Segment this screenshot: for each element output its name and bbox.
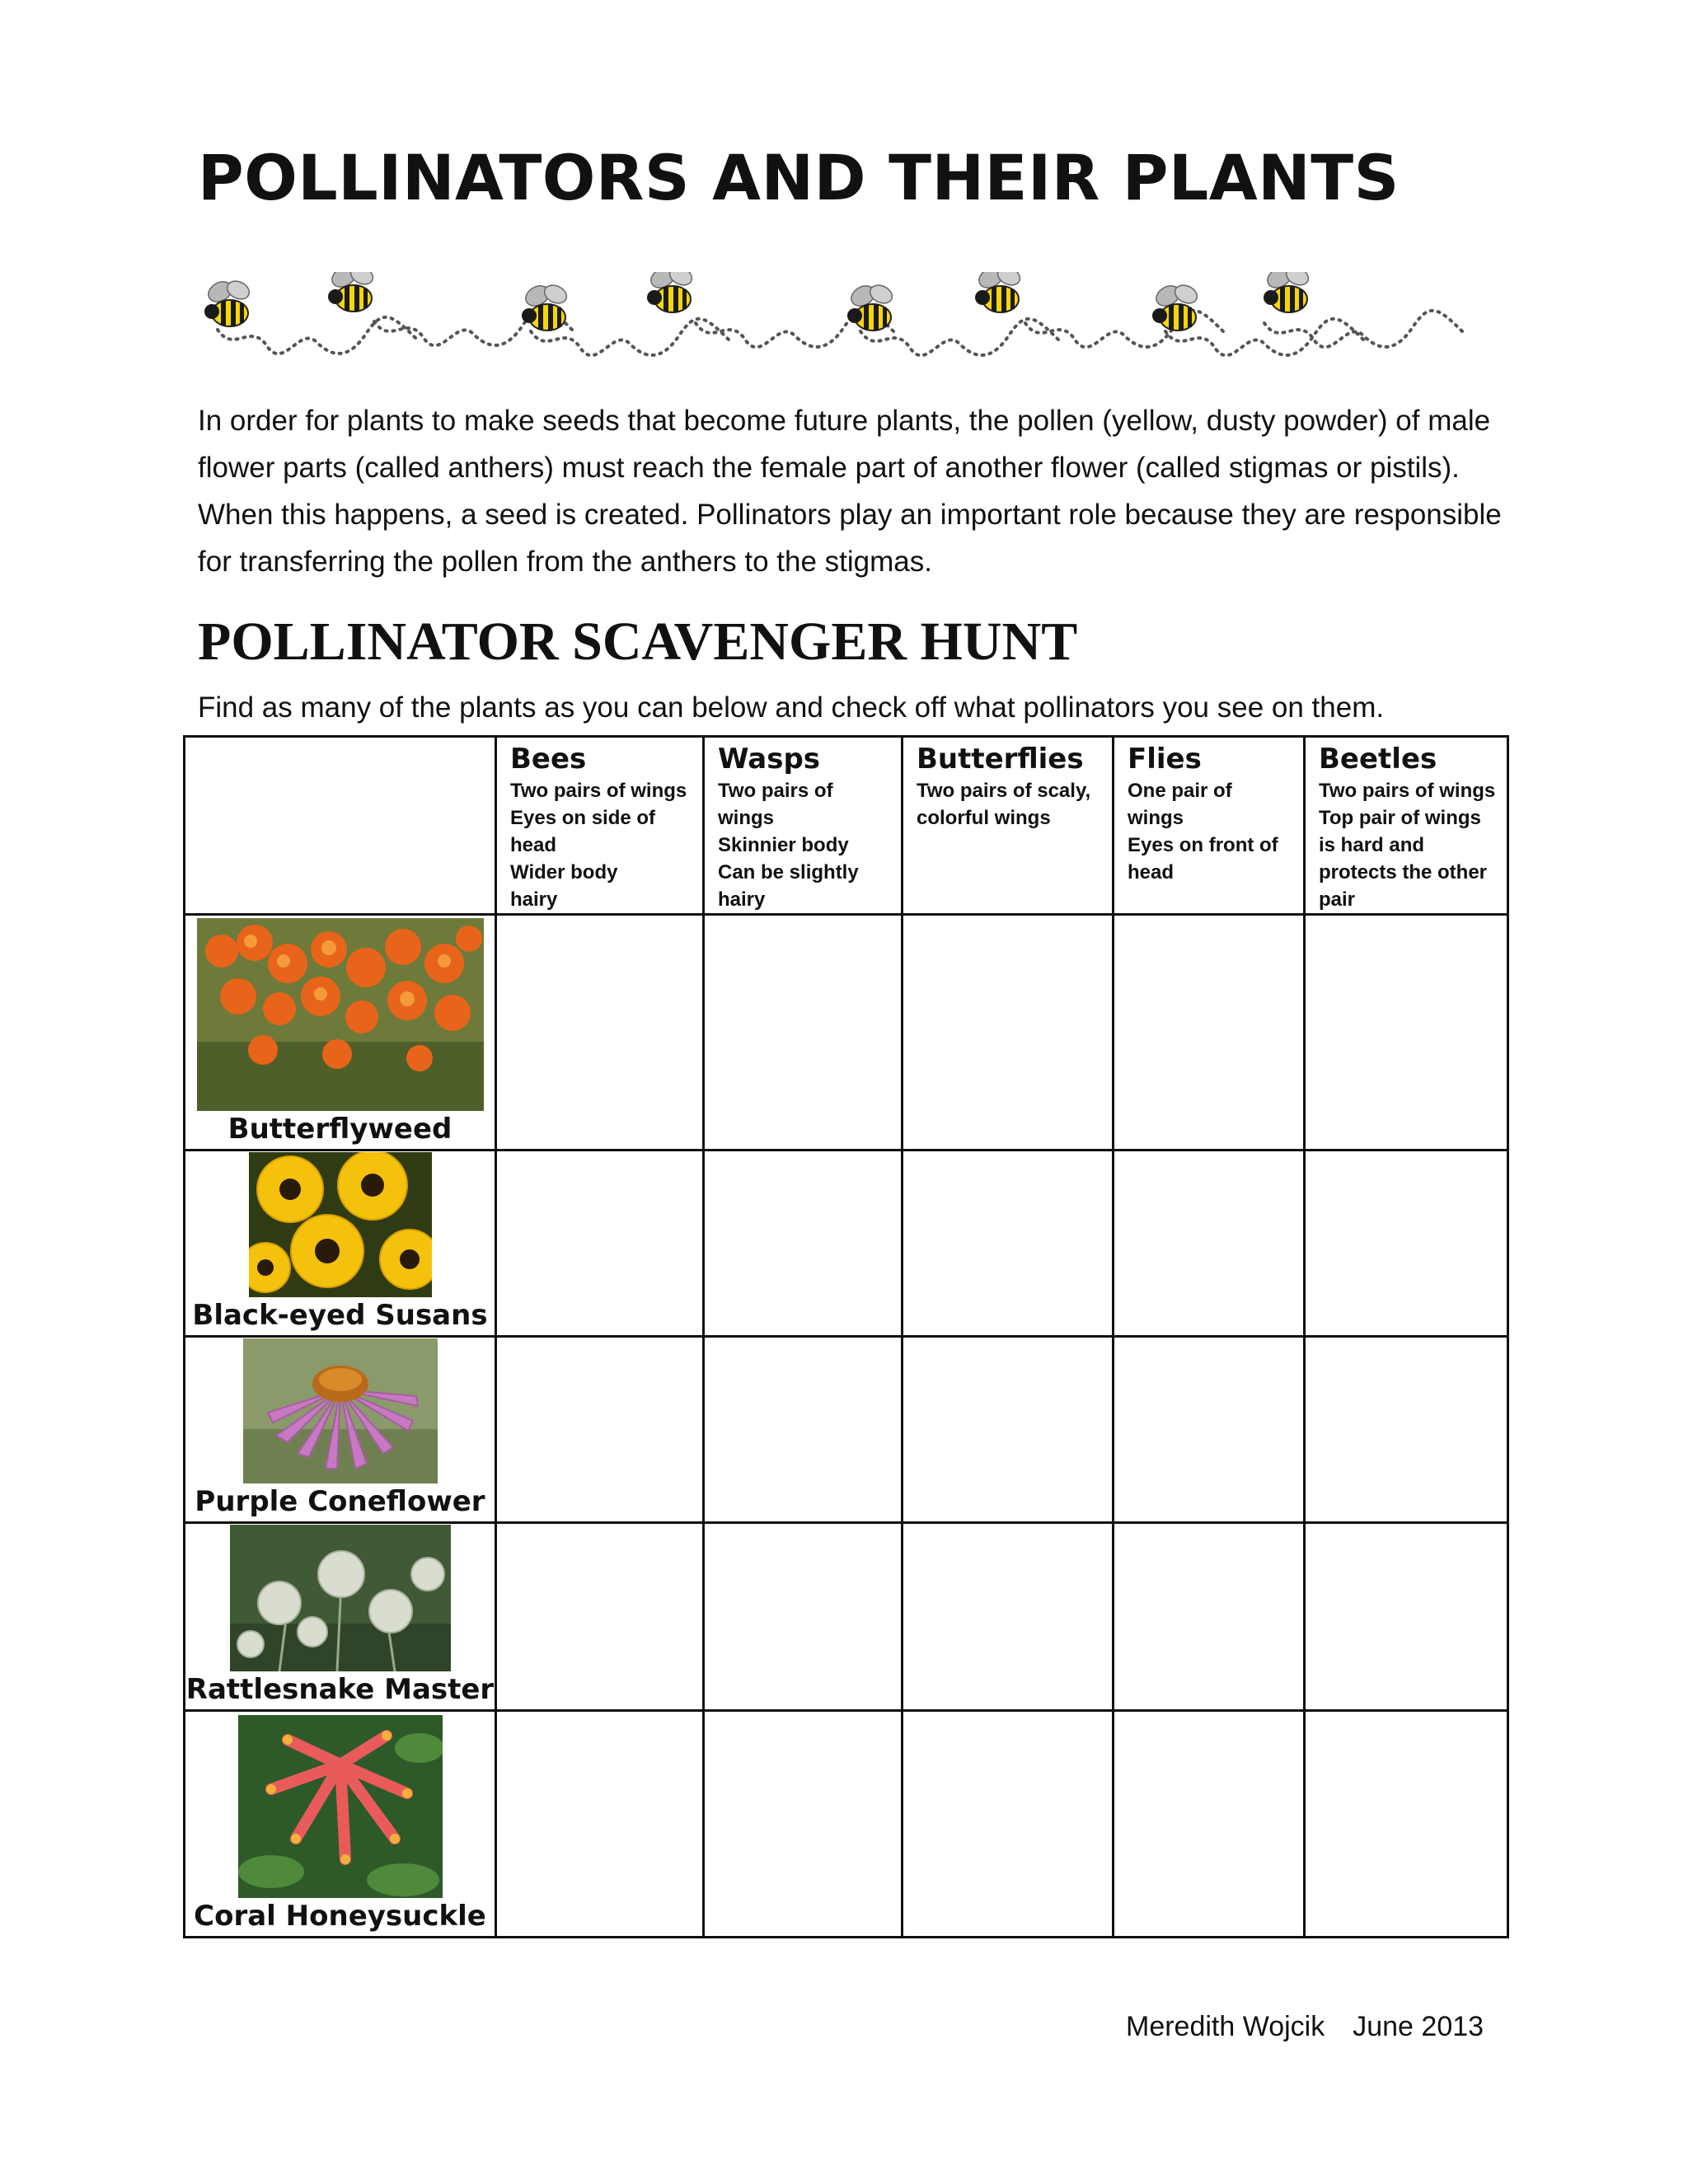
check-cell-wasps[interactable]	[704, 1711, 903, 1938]
pollinator-trait: head	[1128, 861, 1175, 883]
author-name: Meredith Wojcik	[1126, 2011, 1325, 2042]
plant-cell	[185, 915, 496, 1151]
footer-date: June 2013	[1353, 2011, 1484, 2042]
butterflyweed-photo	[197, 918, 484, 1111]
check-cell-butterflies[interactable]	[903, 915, 1114, 1151]
pollinator-name: Flies	[1128, 743, 1202, 776]
rattlesnake-master-photo	[230, 1525, 451, 1671]
check-cell-beetles[interactable]	[1305, 1523, 1508, 1711]
plant-cell	[185, 1337, 496, 1523]
pollinator-name: Wasps	[718, 743, 821, 776]
pollinator-trait: Two pairs of wings	[718, 780, 833, 829]
table-row	[185, 1523, 1508, 1711]
scavenger-hunt-table	[183, 735, 1509, 1938]
instructions-text: Find as many of the plants as you can below and check off what pollinators you see on them.	[198, 691, 1385, 724]
plant-cell	[185, 1151, 496, 1337]
pollinator-trait: Eyes on side of	[510, 807, 656, 829]
pollinator-trait: Eyes on front of	[1128, 834, 1278, 856]
check-cell-flies[interactable]	[1114, 915, 1305, 1151]
pollinator-trait: Two pairs of wings	[510, 780, 687, 802]
bee-trail-group-2	[522, 272, 893, 355]
plant-cell	[185, 1711, 496, 1938]
check-cell-butterflies[interactable]	[903, 1337, 1114, 1523]
purple-coneflower-photo	[243, 1338, 438, 1483]
check-cell-butterflies[interactable]	[903, 1523, 1114, 1711]
plant-name: Purple Coneflower	[195, 1485, 485, 1518]
pollinator-trait: Skinnier body	[718, 834, 849, 856]
plant-name: Coral Honeysuckle	[194, 1900, 486, 1933]
check-cell-butterflies[interactable]	[903, 1151, 1114, 1337]
pollinator-trait: Wider body	[510, 861, 618, 883]
check-cell-flies[interactable]	[1114, 1711, 1305, 1938]
plant-name: Butterflyweed	[227, 1113, 452, 1146]
check-cell-bees[interactable]	[496, 1523, 704, 1711]
header-wasps	[704, 737, 903, 915]
check-cell-bees[interactable]	[496, 1337, 704, 1523]
check-cell-butterflies[interactable]	[903, 1711, 1114, 1938]
pollinator-trait: Can be slightly	[718, 861, 859, 883]
check-cell-beetles[interactable]	[1305, 1711, 1508, 1938]
table-row	[185, 1337, 1508, 1523]
check-cell-wasps[interactable]	[704, 1337, 903, 1523]
check-cell-bees[interactable]	[496, 1711, 704, 1938]
header-butterflies	[903, 737, 1114, 915]
pollinator-trait: Top pair of wings	[1319, 807, 1481, 829]
table-row	[185, 1711, 1508, 1938]
black-eyed-susans-photo	[249, 1152, 432, 1297]
pollinator-name: Bees	[510, 743, 587, 776]
coral-honeysuckle-photo	[238, 1715, 443, 1898]
check-cell-wasps[interactable]	[704, 1523, 903, 1711]
check-cell-beetles[interactable]	[1305, 915, 1508, 1151]
pollinator-name: Beetles	[1319, 743, 1437, 776]
pollinator-trait: hairy	[510, 888, 558, 911]
pollinator-trait: protects the other	[1319, 861, 1488, 883]
header-beetles	[1305, 737, 1508, 915]
check-cell-bees[interactable]	[496, 1151, 704, 1337]
bee-trail-group-1	[204, 272, 572, 354]
plant-cell	[185, 1523, 496, 1711]
table-row	[185, 1151, 1508, 1337]
section-title: POLLINATOR SCAVENGER HUNT	[198, 612, 1078, 672]
check-cell-wasps[interactable]	[704, 915, 903, 1151]
bee-trail-group-4	[1152, 272, 1462, 355]
pollinator-trait: Two pairs of scaly,	[917, 780, 1091, 802]
pollinator-trait: hairy	[718, 888, 766, 911]
check-cell-wasps[interactable]	[704, 1151, 903, 1337]
pollinator-trait: One pair of wings	[1128, 780, 1232, 829]
pollinator-trait: pair	[1319, 888, 1356, 911]
table-row	[185, 915, 1508, 1151]
intro-paragraph: In order for plants to make seeds that become future plants, the pollen (yellow, dusty powder) of male flower parts (called anthers) must reach the female part of another flower (called stigmas or pistils). When this happens, a seed is created. Pollinators play an important role because they are responsible for transferring the pollen from the anthers to the stigmas.	[198, 405, 1502, 578]
plant-name: Rattlesnake Master	[185, 1673, 495, 1706]
header-flies	[1114, 737, 1305, 915]
pollinator-trait: is hard and	[1319, 834, 1425, 856]
header-blank-cell	[185, 737, 496, 915]
table-header-row	[185, 737, 1508, 915]
page-title: POLLINATORS AND THEIR PLANTS	[198, 141, 1400, 214]
pollinator-trait: Two pairs of wings	[1319, 780, 1496, 802]
check-cell-flies[interactable]	[1114, 1523, 1305, 1711]
bee-border-decoration	[201, 272, 1470, 379]
check-cell-beetles[interactable]	[1305, 1151, 1508, 1337]
pollinator-trait: head	[510, 834, 557, 856]
check-cell-flies[interactable]	[1114, 1337, 1305, 1523]
pollinator-trait: colorful wings	[917, 807, 1051, 829]
check-cell-beetles[interactable]	[1305, 1337, 1508, 1523]
plant-name: Black-eyed Susans	[192, 1299, 488, 1332]
check-cell-flies[interactable]	[1114, 1151, 1305, 1337]
footer	[1126, 2011, 1484, 2043]
header-bees	[496, 737, 704, 915]
pollinator-name: Butterflies	[917, 743, 1084, 776]
check-cell-bees[interactable]	[496, 915, 704, 1151]
